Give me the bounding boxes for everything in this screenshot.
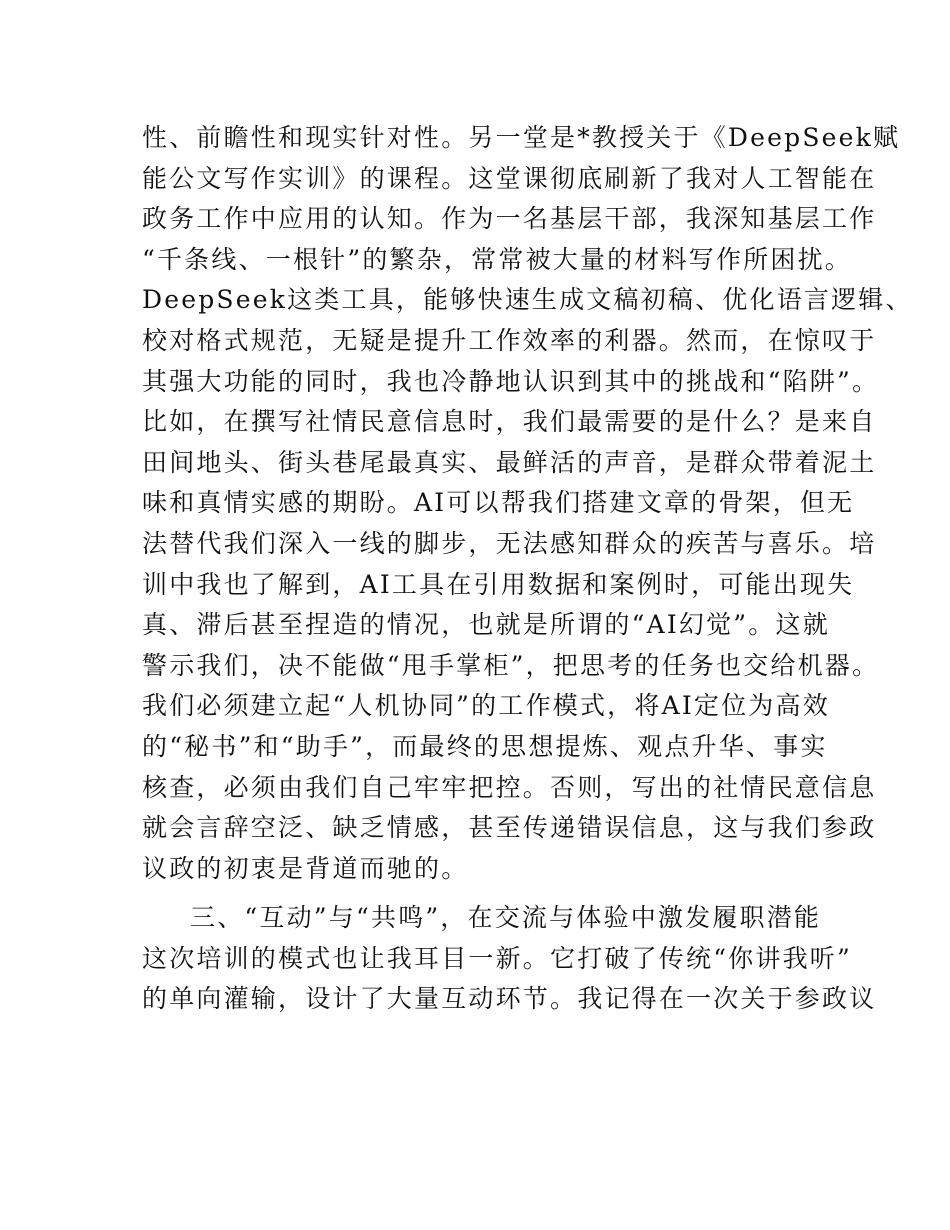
text-line: 警示我们，决不能做“甩手掌柜”，把思考的任务也交给机器。 [142,650,880,680]
text-line: 校对格式规范，无疑是提升工作效率的利器。然而，在惊叹于 [142,325,877,355]
text-line: 这次培训的模式也让我耳目一新。它打破了传统“你讲我听” [142,943,852,973]
document-body [142,118,913,1020]
text-line: 训中我也了解到，AI工具在引用数据和案例时，可能出现失 [142,569,855,599]
text-line: 的“秘书”和“助手”，而最终的思想提炼、观点升华、事实 [142,731,828,761]
text-line: 比如，在撰写社情民意信息时，我们最需要的是什么？是来自 [142,407,877,437]
text-line: 性、前瞻性和现实针对性。另一堂是*教授关于《DeepSeek赋 [142,123,901,152]
text-line: DeepSeek这类工具，能够快速生成文稿初稿、优化语言逻辑、 [142,285,913,315]
text-line: 就会言辞空泛、缺乏情感，甚至传递错误信息，这与我们参政 [142,813,877,843]
text-line: 田间地头、街头巷尾最真实、最鲜活的声音，是群众带着泥土 [142,447,877,477]
text-line: 其强大功能的同时，我也冷静地认识到其中的挑战和“陷阱”。 [142,366,880,396]
text-line: 我们必须建立起“人机协同”的工作模式，将AI定位为高效 [142,691,830,721]
text-line: 议政的初衷是背道而驰的。 [142,853,469,883]
text-line: 政务工作中应用的认知。作为一名基层干部，我深知基层工作 [142,204,877,234]
text-line: 真、滞后甚至捏造的情况，也就是所谓的“AI幻觉”。这就 [142,610,830,640]
section-heading: 三、“互动”与“共鸣”，在交流与体验中激发履职潜能 [190,903,822,933]
text-line: 法替代我们深入一线的脚步，无法感知群众的疾苦与喜乐。培 [142,528,877,558]
text-line: “千条线、一根针”的繁杂，常常被大量的材料写作所困扰。 [142,244,852,274]
text-line: 味和真情实感的期盼。AI可以帮我们搭建文章的骨架，但无 [142,488,855,518]
text-line: 能公文写作实训》的课程。这堂课彻底刷新了我对人工智能在 [142,163,877,193]
text-line: 核查，必须由我们自己牢牢把控。否则，写出的社情民意信息 [142,772,877,802]
text-line: 的单向灌输，设计了大量互动环节。我记得在一次关于参政议 [142,984,877,1014]
